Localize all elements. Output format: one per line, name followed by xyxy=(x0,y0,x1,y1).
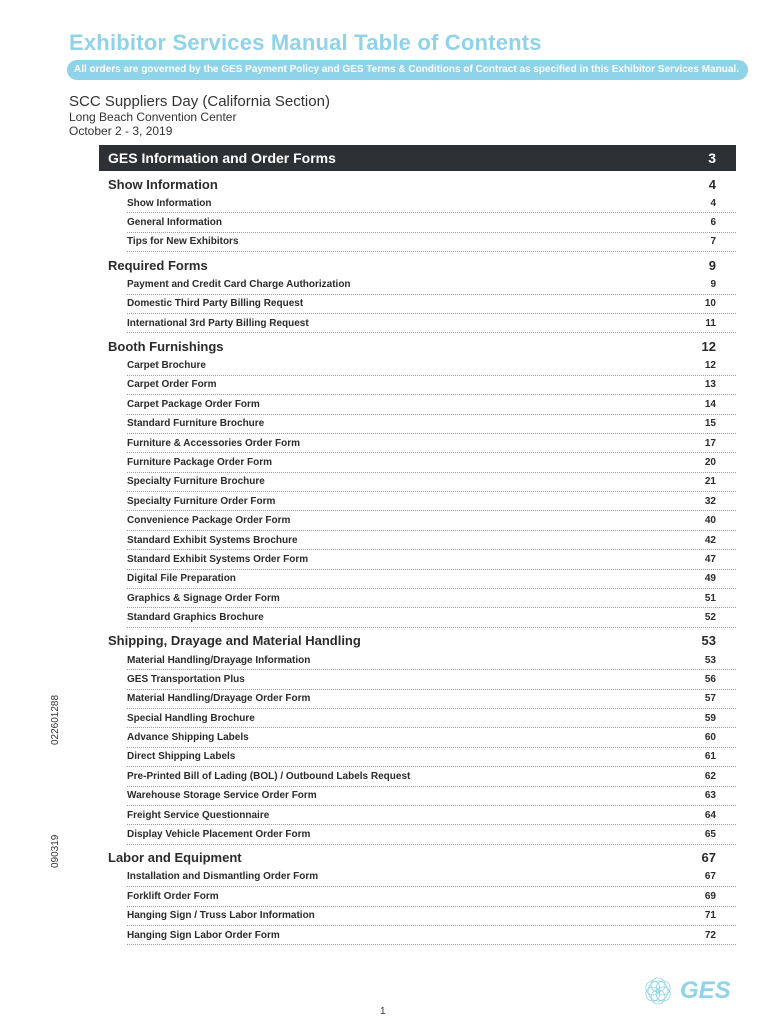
toc-item-label: Display Vehicle Placement Order Form xyxy=(127,829,311,841)
toc-item-row[interactable] xyxy=(127,608,736,627)
toc-item-row[interactable] xyxy=(127,233,736,252)
page-number: 1 xyxy=(380,1006,386,1017)
toc-item-page: 69 xyxy=(704,890,716,902)
toc-item-row[interactable] xyxy=(127,651,736,670)
toc-item-label: Forklift Order Form xyxy=(127,890,219,902)
toc-item-label: Specialty Furniture Order Form xyxy=(127,495,276,507)
ges-logo-text: GES xyxy=(680,977,731,1004)
toc-item-row[interactable] xyxy=(127,868,736,887)
toc-item-page: 42 xyxy=(704,534,716,546)
toc-item-page: 10 xyxy=(704,298,716,310)
toc-item-page: 65 xyxy=(704,829,716,841)
toc-item-row[interactable] xyxy=(127,194,736,213)
toc-item-label: Tips for New Exhibitors xyxy=(127,236,239,248)
toc-item-label: Standard Furniture Brochure xyxy=(127,418,265,430)
toc-item-list xyxy=(127,356,736,627)
toc-item-page: 51 xyxy=(704,592,716,604)
toc-item-row[interactable] xyxy=(127,787,736,806)
toc-item-page: 57 xyxy=(704,693,716,705)
policy-banner: All orders are governed by the GES Payment Policy and GES Terms & Conditions of Contract as specified in this Exhibitor Services Manual. xyxy=(67,60,748,80)
toc-item-page: 64 xyxy=(704,809,716,821)
toc-header-label: GES Information and Order Forms xyxy=(108,150,336,166)
toc-item-label: Pre-Printed Bill of Lading (BOL) / Outbound Labels Request xyxy=(127,770,411,782)
ges-logo-flower-icon xyxy=(636,973,680,1009)
toc-item-row[interactable] xyxy=(127,395,736,414)
toc-item-row[interactable] xyxy=(127,806,736,825)
toc-item-page: 11 xyxy=(705,317,716,329)
toc-item-page: 4 xyxy=(710,197,716,209)
toc-item-label: International 3rd Party Billing Request xyxy=(127,317,309,329)
show-dates: October 2 - 3, 2019 xyxy=(69,124,173,138)
toc-item-row[interactable] xyxy=(127,376,736,395)
toc-item-label: Digital File Preparation xyxy=(127,573,236,585)
toc-item-row[interactable] xyxy=(127,670,736,689)
show-venue: Long Beach Convention Center xyxy=(69,110,237,124)
table-of-contents xyxy=(99,145,736,945)
toc-header-page: 3 xyxy=(708,150,716,166)
toc-section-page: 67 xyxy=(701,850,716,866)
side-code-barcode: 022601288 xyxy=(50,694,61,745)
toc-item-row[interactable] xyxy=(127,690,736,709)
toc-item-page: 21 xyxy=(704,476,716,488)
toc-item-page: 15 xyxy=(704,418,716,430)
toc-item-page: 53 xyxy=(704,654,716,666)
toc-item-page: 12 xyxy=(704,360,716,372)
toc-item-page: 52 xyxy=(704,612,716,624)
toc-section-page: 53 xyxy=(701,633,716,649)
toc-section-page: 9 xyxy=(708,257,716,273)
toc-item-row[interactable] xyxy=(127,511,736,530)
toc-item-page: 59 xyxy=(704,712,716,724)
toc-item-page: 9 xyxy=(710,278,716,290)
toc-item-row[interactable] xyxy=(127,213,736,232)
ges-logo xyxy=(636,973,736,1009)
toc-item-row[interactable] xyxy=(127,275,736,294)
toc-item-page: 72 xyxy=(704,929,716,941)
toc-item-page: 7 xyxy=(710,236,716,248)
toc-item-row[interactable] xyxy=(127,748,736,767)
toc-item-row[interactable] xyxy=(127,473,736,492)
toc-item-label: Convenience Package Order Form xyxy=(127,515,291,527)
toc-section-page: 12 xyxy=(701,338,716,354)
toc-item-list xyxy=(127,868,736,946)
toc-item-list xyxy=(127,194,736,252)
toc-section-label: Show Information xyxy=(108,176,218,192)
toc-item-label: Special Handling Brochure xyxy=(127,712,255,724)
toc-item-row[interactable] xyxy=(127,531,736,550)
toc-item-page: 40 xyxy=(704,515,716,527)
toc-item-row[interactable] xyxy=(127,887,736,906)
toc-item-page: 13 xyxy=(704,379,716,391)
toc-item-label: Hanging Sign / Truss Labor Information xyxy=(127,910,315,922)
toc-item-label: Domestic Third Party Billing Request xyxy=(127,298,304,310)
toc-section-row[interactable] xyxy=(99,174,736,194)
toc-item-page: 56 xyxy=(704,673,716,685)
toc-item-label: Graphics & Signage Order Form xyxy=(127,592,280,604)
show-name: SCC Suppliers Day (California Section) xyxy=(69,93,330,110)
toc-item-row[interactable] xyxy=(127,415,736,434)
toc-item-label: Advance Shipping Labels xyxy=(127,732,249,744)
toc-section-label: Booth Furnishings xyxy=(108,338,224,354)
toc-item-label: GES Transportation Plus xyxy=(127,673,245,685)
toc-item-label: Standard Exhibit Systems Order Form xyxy=(127,553,309,565)
toc-item-label: Direct Shipping Labels xyxy=(127,751,236,763)
toc-header[interactable] xyxy=(99,145,736,171)
toc-item-row[interactable] xyxy=(127,295,736,314)
toc-item-row[interactable] xyxy=(127,492,736,511)
toc-section-row[interactable] xyxy=(99,255,736,275)
toc-item-page: 20 xyxy=(704,456,716,468)
toc-item-row[interactable] xyxy=(127,453,736,472)
toc-item-row[interactable] xyxy=(127,728,736,747)
toc-item-page: 49 xyxy=(704,573,716,585)
toc-item-page: 63 xyxy=(704,790,716,802)
toc-item-list xyxy=(127,275,736,333)
toc-item-row[interactable] xyxy=(127,589,736,608)
toc-item-label: Carpet Brochure xyxy=(127,360,206,372)
toc-section-label: Shipping, Drayage and Material Handling xyxy=(108,633,361,649)
toc-item-label: Payment and Credit Card Charge Authorization xyxy=(127,278,351,290)
toc-item-label: General Information xyxy=(127,217,223,229)
toc-section-label: Required Forms xyxy=(108,257,208,273)
toc-item-row[interactable] xyxy=(127,926,736,945)
page-title: Exhibitor Services Manual Table of Contents xyxy=(69,30,542,55)
toc-item-row[interactable] xyxy=(127,434,736,453)
toc-item-label: Warehouse Storage Service Order Form xyxy=(127,790,317,802)
toc-item-page: 47 xyxy=(704,553,716,565)
toc-item-label: Carpet Package Order Form xyxy=(127,398,260,410)
toc-section-page: 4 xyxy=(708,176,716,192)
toc-item-label: Installation and Dismantling Order Form xyxy=(127,871,319,883)
toc-item-label: Freight Service Questionnaire xyxy=(127,809,270,821)
toc-item-page: 6 xyxy=(710,217,716,229)
toc-section-row[interactable] xyxy=(99,336,736,356)
toc-item-row[interactable] xyxy=(127,767,736,786)
toc-item-row[interactable] xyxy=(127,314,736,333)
toc-item-row[interactable] xyxy=(127,709,736,728)
toc-item-page: 67 xyxy=(704,871,716,883)
toc-item-row[interactable] xyxy=(127,570,736,589)
toc-item-row[interactable] xyxy=(127,356,736,375)
toc-item-label: Hanging Sign Labor Order Form xyxy=(127,929,280,941)
toc-item-page: 14 xyxy=(704,398,716,410)
toc-item-row[interactable] xyxy=(127,550,736,569)
toc-item-page: 62 xyxy=(704,770,716,782)
toc-item-label: Carpet Order Form xyxy=(127,379,217,391)
toc-section-row[interactable] xyxy=(99,848,736,868)
toc-item-page: 32 xyxy=(704,495,716,507)
toc-body xyxy=(99,174,736,945)
toc-item-label: Specialty Furniture Brochure xyxy=(127,476,265,488)
toc-item-row[interactable] xyxy=(127,825,736,844)
toc-item-row[interactable] xyxy=(127,907,736,926)
toc-item-page: 17 xyxy=(704,437,716,449)
toc-section-row[interactable] xyxy=(99,631,736,651)
toc-item-label: Standard Exhibit Systems Brochure xyxy=(127,534,298,546)
toc-item-label: Show Information xyxy=(127,197,212,209)
toc-item-label: Standard Graphics Brochure xyxy=(127,612,264,624)
toc-item-label: Furniture & Accessories Order Form xyxy=(127,437,301,449)
toc-item-label: Furniture Package Order Form xyxy=(127,456,273,468)
toc-item-page: 71 xyxy=(704,910,716,922)
toc-item-list xyxy=(127,651,736,845)
toc-section-label: Labor and Equipment xyxy=(108,850,242,866)
toc-item-page: 60 xyxy=(704,732,716,744)
toc-item-page: 61 xyxy=(704,751,716,763)
toc-item-label: Material Handling/Drayage Information xyxy=(127,654,311,666)
side-code-date: 090319 xyxy=(50,834,61,868)
toc-item-label: Material Handling/Drayage Order Form xyxy=(127,693,311,705)
